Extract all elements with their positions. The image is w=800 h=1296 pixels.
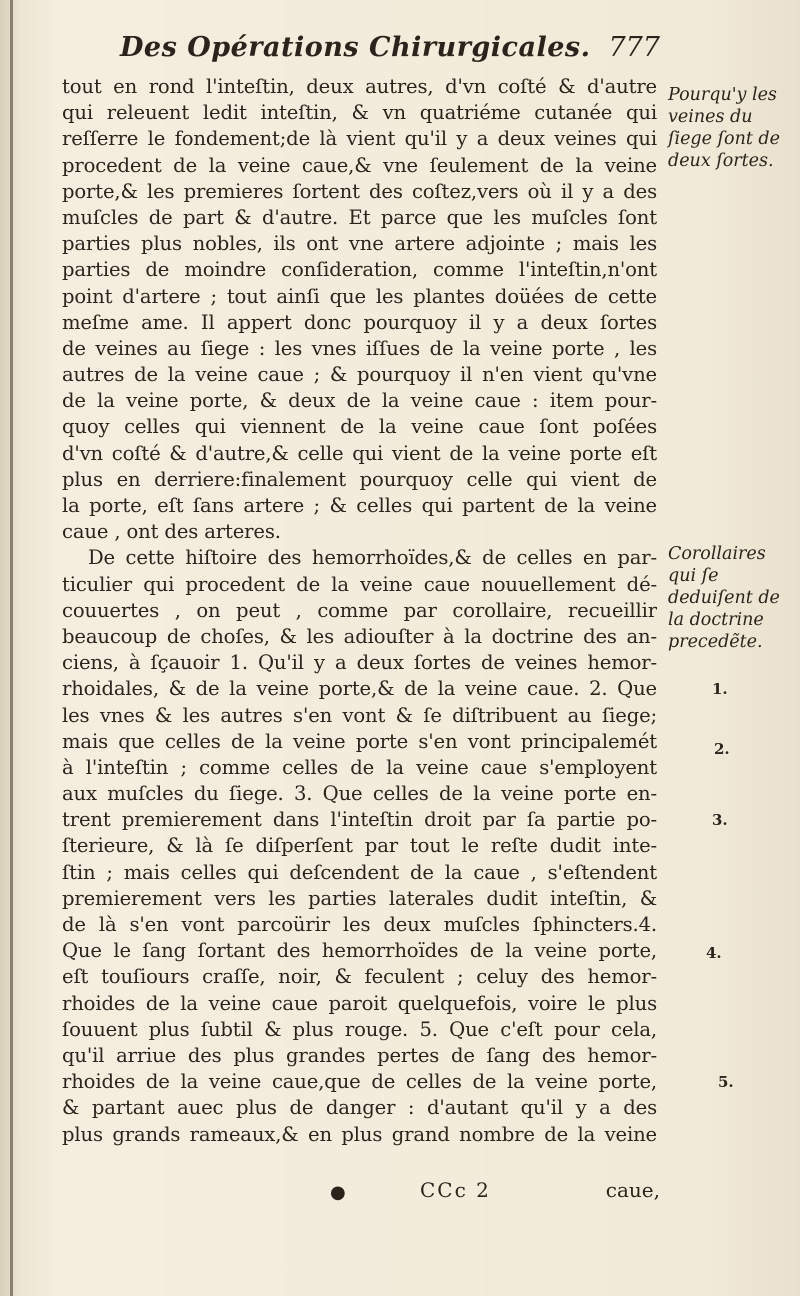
text-line: rhoidales, & de la veine porte,& de la veine caue. 2. Que: [62, 677, 657, 701]
text-line: trent premierement dans l'inteſtin droit par ſa partie po-: [62, 808, 657, 832]
text-line: & partant auec plus de danger : d'autant qu'il y a des: [62, 1096, 657, 1120]
gutter-edge: [10, 0, 13, 1296]
text-line: de veines au ſiege : les vnes iſſues de la veine porte , les: [62, 336, 657, 360]
text-line: muſcles de part & d'autre. Et parce que les muſcles ſont: [62, 205, 657, 229]
text-line: plus en derriere:finalement pourquoy celle qui vient de: [62, 467, 657, 491]
text-line: reſſerre le fondement;de là vient qu'il y a deux veines qui: [62, 127, 657, 151]
text-line: ticulier qui procedent de la veine caue nouuellement dé-: [62, 572, 657, 596]
text-line: ſouuent plus ſubtil & plus rouge. 5. Que c'eſt pour cela,: [62, 1017, 657, 1041]
text-line: à l'inteſtin ; comme celles de la veine caue s'employent: [62, 755, 657, 779]
printer-ornament: ●: [330, 1182, 346, 1203]
margin-note-corollaries: Corollaires qui ſe deduiſent de la doctrine precedẽte.: [668, 544, 780, 652]
page-number: 777: [608, 32, 660, 63]
text-line: mais que celles de la veine porte s'en vont principalemét: [62, 729, 657, 753]
text-line: autres de la veine caue ; & pourquoy il n'en vient qu'vne: [62, 363, 657, 387]
text-line: aux muſcles du ſiege. 3. Que celles de la veine porte en-: [62, 782, 657, 806]
margin-number-5: 5.: [718, 1073, 734, 1091]
text-line: eſt touſiours craſſe, noir, & feculent ; celuy des hemor-: [62, 965, 657, 989]
margin-number-1: 1.: [712, 680, 728, 698]
text-line: de là s'en vont parcoürir les deux muſcles ſphincters.4.: [62, 913, 657, 936]
text-line: procedent de la veine caue,& vne ſeulement de la veine: [62, 153, 657, 177]
text-line: la porte, eſt ſans artere ; & celles qui partent de la veine: [62, 494, 657, 517]
text-line: d'vn coſté & d'autre,& celle qui vient de la veine porte eſt: [62, 441, 657, 465]
text-line: ciens, à ſçauoir 1. Qu'il y a deux ſortes de veines hemor-: [62, 651, 657, 675]
text-line: premierement vers les parties laterales dudit inteſtin, &: [62, 886, 657, 910]
margin-number-2: 2.: [714, 740, 730, 758]
text-line: ſtin ; mais celles qui deſcendent de la caue , s'eſtendent: [62, 860, 657, 884]
text-line: quoy celles qui viennent de la veine caue ſont poſées: [62, 415, 657, 439]
text-line: Que le ſang ſortant des hemorrhoïdes de la veine porte,: [62, 939, 657, 963]
margin-number-4: 4.: [706, 944, 722, 962]
text-line: qui releuent ledit inteſtin, & vn quatriéme cutanée qui: [62, 101, 657, 125]
text-line: rhoides de la veine caue paroit quelquefois, voire le plus: [62, 991, 657, 1015]
text-line: ſterieure, & là ſe diſperſent par tout le reſte dudit inte-: [62, 834, 657, 858]
text-line: les vnes & les autres s'en vont & ſe diſtribuent au ſiege;: [62, 703, 657, 727]
text-line: qu'il arriue des plus grandes pertes de ſang des hemor-: [62, 1043, 657, 1067]
text-line: plus grands rameaux,& en plus grand nombre de la veine: [62, 1122, 657, 1146]
text-line: rhoides de la veine caue,que de celles de la veine porte,: [62, 1070, 657, 1094]
text-line: parties plus nobles, ils ont vne artere adjointe ; mais les: [62, 232, 657, 256]
catchword: caue,: [605, 1178, 660, 1202]
signature-mark: CCc 2: [420, 1178, 491, 1202]
text-line: meſme ame. Il appert donc pourquoy il y a deux ſortes: [62, 310, 657, 334]
text-line: beaucoup de choſes, & les adiouſter à la doctrine des an-: [62, 624, 657, 648]
text-line: de la veine porte, & deux de la veine caue : item pour-: [62, 389, 657, 413]
text-line: point d'artere ; tout ainſi que les plantes doüées de cette: [62, 284, 657, 308]
text-line: parties de moindre conſideration, comme l'inteſtin,n'ont: [62, 258, 657, 282]
text-line: tout en rond l'inteſtin, deux autres, d'vn coſté & d'autre: [62, 75, 657, 98]
text-line: couuertes , on peut , comme par corollaire, recueillir: [62, 598, 657, 622]
text-line: caue , ont des arteres.: [62, 520, 281, 544]
body-text: [62, 74, 657, 1148]
margin-note-veins: Pourqu'y les veines du ſiege ſont de deux ſortes.: [668, 85, 780, 171]
page-header: [120, 32, 660, 72]
paragraph-start-line: De cette hiſtoire des hemorrhoïdes,& de celles en par-: [88, 546, 657, 570]
margin-number-3: 3.: [712, 811, 728, 829]
running-title: Des Opérations Chirurgicales.: [120, 32, 591, 63]
page-footer: [330, 1178, 660, 1208]
text-line: porte,& les premieres ſortent des coſtez,vers où il y a des: [62, 179, 657, 203]
